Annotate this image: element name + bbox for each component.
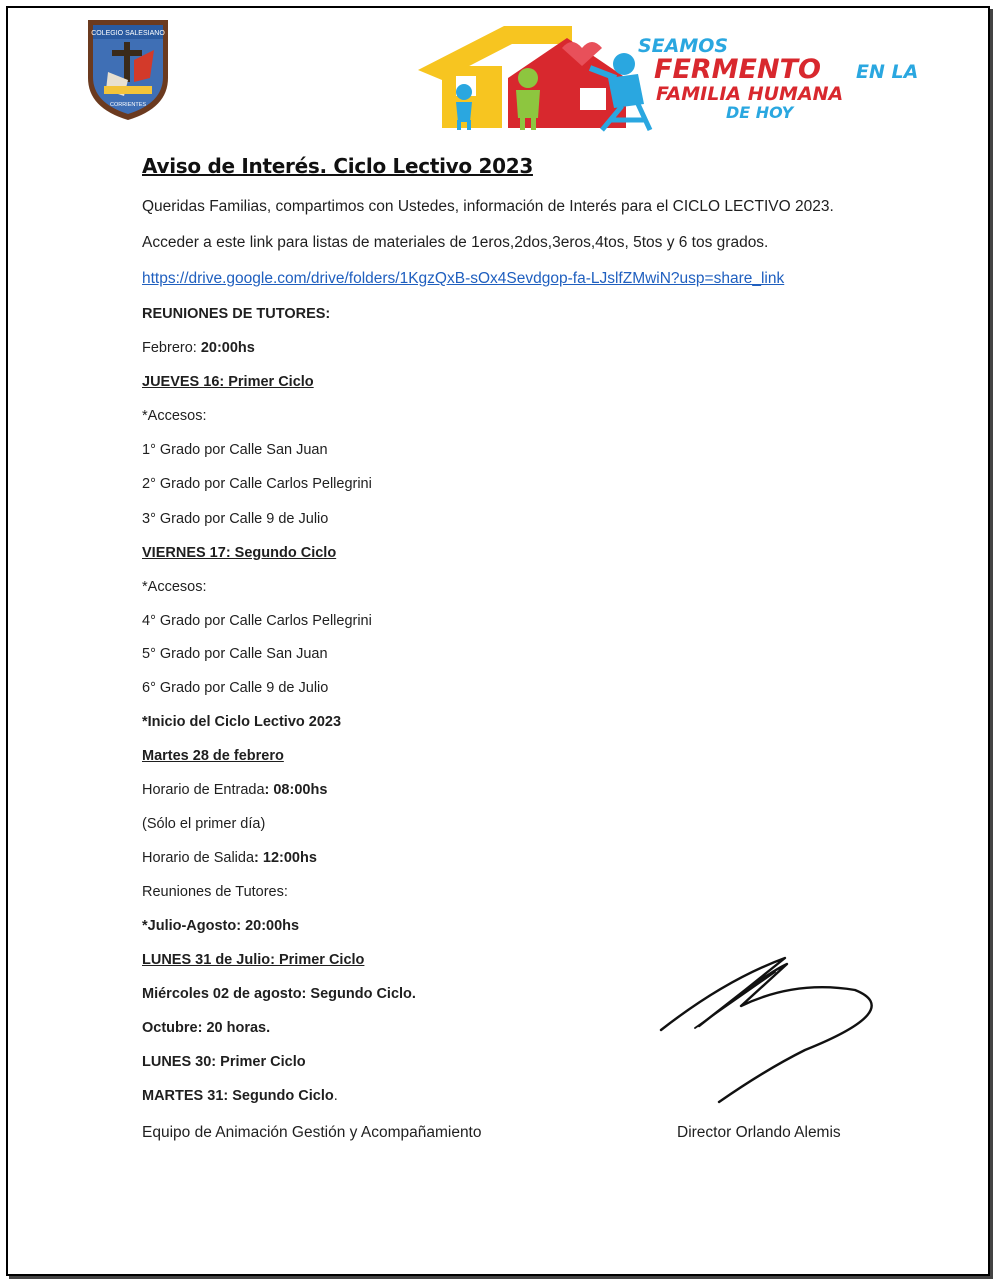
crest-top-text: COLEGIO SALESIANO [91, 30, 165, 37]
salida-time: : 12:00hs [254, 850, 317, 866]
miercoles-line: Miércoles 02 de agosto: Segundo Ciclo. [142, 986, 416, 1002]
reuniones-heading: REUNIONES DE TUTORES: [142, 306, 331, 322]
drive-link-text[interactable]: https://drive.google.com/drive/folders/1KgzQxB-sOx4Sevdgop-fa-LJslfZMwiN?usp=share_link [142, 270, 785, 287]
entrada-label: Horario de Entrada [142, 782, 265, 798]
banner-logo [412, 18, 952, 134]
intro-text: Queridas Familias, compartimos con Ustedes, información de Interés para el CICLO LECTIVO 2023. [142, 198, 834, 215]
febrero-time: 20:00hs [200, 340, 255, 356]
banner-text-4: DE HOY [726, 103, 794, 122]
grado-6: 6° Grado por Calle 9 de Julio [142, 680, 329, 696]
febrero-line [142, 340, 255, 356]
solo-primer-dia: (Sólo el primer día) [142, 816, 266, 832]
banner-text-1: SEAMOS [638, 35, 729, 57]
grado-3: 3° Grado por Calle 9 de Julio [142, 511, 329, 527]
lunes30-line: LUNES 30: Primer Ciclo [142, 1054, 306, 1070]
salida-line [142, 850, 317, 866]
martes31-dot: . [333, 1088, 338, 1104]
julio-agosto: *Julio-Agosto: 20:00hs [142, 918, 300, 934]
viernes-heading: VIERNES 17: Segundo Ciclo [142, 545, 337, 561]
martes31-line [142, 1088, 338, 1104]
accesos-1: *Accesos: [142, 408, 207, 424]
jueves-heading: JUEVES 16: Primer Ciclo [142, 374, 314, 390]
reuniones-2: Reuniones de Tutores: [142, 884, 288, 900]
lunes31-heading: LUNES 31 de Julio: Primer Ciclo [142, 952, 365, 968]
martes31-text: MARTES 31: Segundo Ciclo [142, 1088, 334, 1104]
octubre-line: Octubre: 20 horas. [142, 1020, 271, 1036]
banner-text-2b: EN LA [856, 61, 919, 83]
inicio-heading: *Inicio del Ciclo Lectivo 2023 [142, 714, 342, 730]
school-crest-logo [84, 16, 172, 122]
grado-1: 1° Grado por Calle San Juan [142, 442, 328, 458]
document-title: Aviso de Interés. Ciclo Lectivo 2023 [142, 154, 533, 178]
accesos-2: *Accesos: [142, 579, 207, 595]
febrero-label: Febrero: [142, 340, 201, 356]
drive-link[interactable] [142, 270, 784, 288]
entrada-line [142, 782, 327, 798]
salida-label: Horario de Salida [142, 850, 255, 866]
entrada-time: : 08:00hs [264, 782, 328, 798]
access-link-text: Acceder a este link para listas de materiales de 1eros,2dos,3eros,4tos, 5tos y 6 tos grados. [142, 234, 769, 251]
banner-text-3: FAMILIA HUMANA [656, 83, 844, 105]
director-name: Director Orlando Alemis [677, 1124, 841, 1141]
grado-5: 5° Grado por Calle San Juan [142, 646, 328, 662]
signature-image [655, 950, 885, 1110]
martes28-heading: Martes 28 de febrero [142, 748, 284, 764]
grado-4: 4° Grado por Calle Carlos Pellegrini [142, 613, 372, 629]
banner-text-2: FERMENTO [654, 54, 821, 85]
grado-2: 2° Grado por Calle Carlos Pellegrini [142, 476, 372, 492]
equipo-line: Equipo de Animación Gestión y Acompañamiento [142, 1124, 482, 1141]
crest-bottom-text: CORRIENTES [109, 102, 147, 108]
